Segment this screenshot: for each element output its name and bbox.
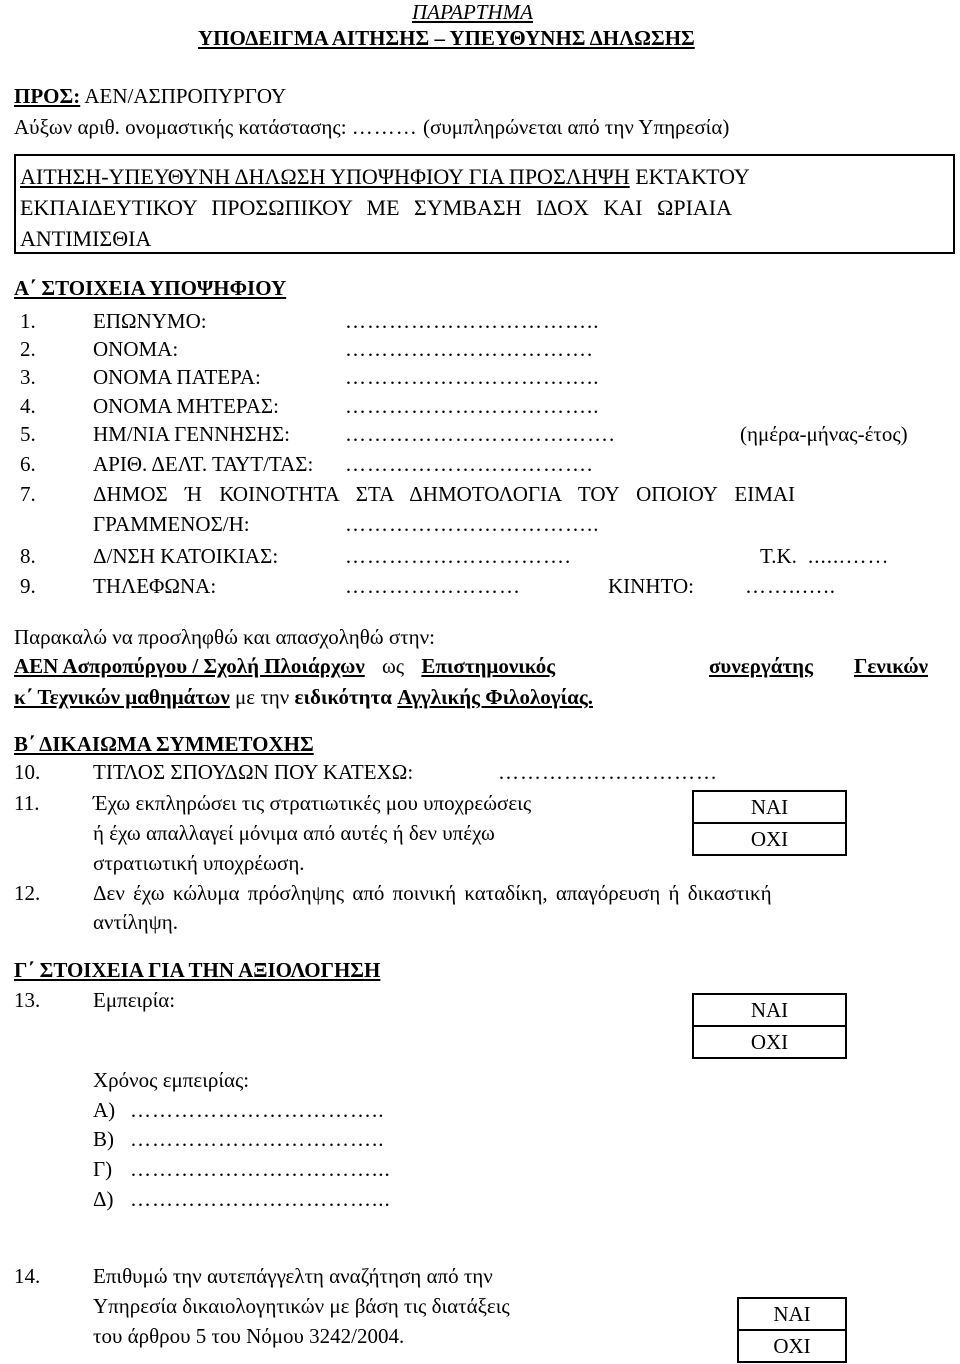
field-municipality-label2: ΓΡΑΜΜΕΝΟΣ/Η:	[93, 512, 250, 536]
field-number: 1.	[20, 309, 36, 333]
field-name-label: ΟΝΟΜΑ:	[93, 337, 179, 361]
experience-choice-box	[692, 993, 847, 1059]
recipient-value: ΑΕΝ/ΑΣΠΡΟΠΥΡΓΟΥ	[84, 84, 287, 108]
municipality-input[interactable]: ……………………………..	[345, 512, 600, 536]
item-11-line3: στρατιωτική υποχρέωση.	[93, 851, 305, 875]
role-word1: Επιστημονικός	[421, 654, 556, 678]
item-10-number: 10.	[14, 760, 41, 784]
item-11-line2: ή έχω απαλλαγεί μόνιμα από αυτές ή δεν υπέχω	[93, 821, 495, 845]
request-line2	[14, 687, 593, 708]
field-birthdate: 5.	[20, 422, 36, 446]
phone-input[interactable]: ……………………	[345, 574, 521, 598]
birthdate-format-hint: (ημέρα-μήνας-έτος)	[740, 422, 908, 446]
school-name: ΑΕΝ Ασπροπύργου / Σχολή Πλοιάρχων	[14, 654, 365, 678]
serial-number-label: Αύξων αριθ. ονομαστικής κατάστασης:	[14, 115, 347, 139]
birthdate-input[interactable]: ……………………………….	[345, 422, 616, 446]
field-phones: 9.	[20, 574, 36, 598]
degree-title-input[interactable]: …………………………	[498, 760, 718, 784]
item-14-line2: Υπηρεσία δικαιολογητικών με βάση τις διατάξεις	[93, 1294, 510, 1318]
field-birthdate-label: ΗΜ/ΝΙΑ ΓΕΝΝΗΣΗΣ:	[93, 422, 290, 446]
serial-number-note: (συμπληρώνεται από την Υπηρεσία)	[423, 115, 730, 139]
application-title-underlined: ΑΙΤΗΣΗ-ΥΠΕΥΘΥΝΗ ΔΗΛΩΣΗ ΥΠΟΨΗΦΙΟΥ ΓΙΑ ΠΡΟΣΛΗΨΗ	[20, 164, 630, 189]
experience-no-option[interactable]: ΟΧΙ	[694, 1025, 845, 1057]
surname-input[interactable]: ……………………………..	[345, 309, 600, 333]
item-10-label: ΤΙΤΛΟΣ ΣΠΟΥΔΩΝ ΠΟΥ ΚΑΤΕΧΩ:	[93, 760, 414, 784]
field-address-label: Δ/ΝΣΗ ΚΑΤΟΙΚΙΑΣ:	[93, 544, 279, 568]
auto-search-choice-box	[737, 1297, 847, 1363]
serial-number-field[interactable]: ………	[351, 115, 418, 139]
serial-number-line	[14, 117, 729, 138]
field-surname-label: ΕΠΩΝΥΜΟ:	[93, 309, 207, 333]
field-id-card-label: ΑΡΙΘ. ΔΕΛΤ. ΤΑΥΤ/ΤΑΣ:	[93, 452, 314, 476]
experience-b-input[interactable]: ……………………………..	[130, 1127, 385, 1151]
recipient-line	[14, 86, 286, 107]
specialty-value: Αγγλικής Φιλολογίας.	[397, 685, 593, 709]
postal-code-label: Τ.Κ.	[760, 544, 797, 568]
field-name: 2.	[20, 337, 36, 361]
field-surname	[20, 311, 36, 332]
role-word2: συνεργάτης	[709, 654, 813, 678]
item-12-number: 12.	[14, 881, 41, 905]
request-intro: Παρακαλώ να προσληφθώ και απασχοληθώ στην:	[14, 625, 435, 649]
address-input[interactable]: ………………………….	[345, 544, 572, 568]
military-no-option[interactable]: ΟΧΙ	[694, 822, 845, 854]
field-address: 8.	[20, 544, 36, 568]
field-mother-name: 4.	[20, 394, 36, 418]
annex-label: ΠΑΡΑΡΤΗΜΑ	[412, 0, 533, 24]
specialty-label: ειδικότητα	[294, 685, 392, 709]
mobile-input[interactable]: ……..…..	[745, 574, 836, 598]
item-11-line1: Έχω εκπληρώσει τις στρατιωτικές μου υποχρεώσεις	[93, 791, 532, 815]
postal-code-input[interactable]: ......……	[808, 544, 890, 568]
section-a-heading: Α΄ ΣΤΟΙΧΕΙΑ ΥΠΟΨΗΦΙΟΥ	[14, 276, 287, 300]
item-13-number: 13.	[14, 988, 41, 1012]
item-11-number: 11.	[14, 791, 40, 815]
auto-search-no-option[interactable]: ΟΧΙ	[739, 1329, 845, 1361]
field-phones-label: ΤΗΛΕΦΩΝΑ:	[93, 574, 217, 598]
field-father-name-label: ΟΝΟΜΑ ΠΑΤΕΡΑ:	[93, 365, 261, 389]
field-id-card: 6.	[20, 452, 36, 476]
document-title: ΥΠΟΔΕΙΓΜΑ ΑΙΤΗΣΗΣ – ΥΠΕΥΘΥΝΗΣ ΔΗΛΩΣΗΣ	[198, 26, 695, 50]
father-name-input[interactable]: ……………………………..	[345, 365, 600, 389]
item-13-label: Εμπειρία:	[93, 988, 176, 1012]
experience-c-input[interactable]: ……………………………...	[130, 1157, 391, 1181]
item-14-line1: Επιθυμώ την αυτεπάγγελτη αναζήτηση από την	[93, 1264, 493, 1288]
role-word4: κ΄ Τεχνικών μαθημάτων	[14, 685, 230, 709]
name-input[interactable]: …………………………….	[345, 337, 594, 361]
item-14-number: 14.	[14, 1264, 41, 1288]
experience-years-label: Χρόνος εμπειρίας:	[93, 1068, 250, 1092]
item-14-line3: του άρθρου 5 του Νόμου 3242/2004.	[93, 1324, 405, 1348]
military-choice-box	[692, 790, 847, 856]
mother-name-input[interactable]: ……………………………..	[345, 394, 600, 418]
military-yes-option[interactable]: ΝΑΙ	[750, 794, 789, 819]
application-title-line3: ΑΝΤΙΜΙΣΘΙΑ	[20, 226, 152, 251]
field-mother-name-label: ΟΝΟΜΑ ΜΗΤΕΡΑΣ:	[93, 394, 279, 418]
field-municipality-label: ΔΗΜΟΣ Ή ΚΟΙΝΟΤΗΤΑ ΣΤΑ ΔΗΜΟΤΟΛΟΓΙΑ ΤΟΥ ΟΠΟΙΟΥ ΕΙΜΑΙ	[93, 482, 796, 506]
auto-search-yes-option[interactable]: ΝΑΙ	[773, 1301, 811, 1326]
experience-a-input[interactable]: ……………………………..	[130, 1098, 385, 1122]
experience-d-input[interactable]: ……………………………...	[130, 1187, 391, 1211]
application-title-line2: ΕΚΠΑΙΔΕΥΤΙΚΟΥ ΠΡΟΣΩΠΙΚΟΥ ΜΕ ΣΥΜΒΑΣΗ ΙΔΟΧ ΚΑΙ ΩΡΙΑΙΑ	[20, 195, 732, 220]
role-word3: Γενικών	[854, 654, 929, 678]
field-father-name: 3.	[20, 365, 36, 389]
application-title-rest: ΕΚΤΑΚΤΟΥ	[635, 164, 750, 189]
item-12-line1: Δεν έχω κώλυμα πρόσληψης από ποινική καταδίκη, απαγόρευση ή δικαστική	[93, 881, 772, 905]
section-c-heading: Γ΄ ΣΤΟΙΧΕΙΑ ΓΙΑ ΤΗΝ ΑΞΙΟΛΟΓΗΣΗ	[14, 958, 381, 982]
request-line1	[14, 656, 944, 677]
mobile-label: ΚΙΝΗΤΟ:	[608, 574, 694, 598]
experience-yes-option[interactable]: ΝΑΙ	[750, 997, 789, 1022]
id-card-input[interactable]: …………………………….	[345, 452, 594, 476]
experience-d-label: Δ)	[93, 1187, 114, 1211]
experience-b-label: Β)	[93, 1127, 114, 1151]
experience-c-label: Γ)	[93, 1157, 113, 1181]
application-title-line1	[20, 166, 750, 188]
item-12-line2: αντίληψη.	[93, 910, 178, 934]
request-as: ως	[381, 654, 405, 678]
experience-a-label: Α)	[93, 1098, 116, 1122]
request-with: με την	[235, 685, 290, 709]
field-municipality: 7.	[20, 482, 36, 506]
section-b-heading: Β΄ ΔΙΚΑΙΩΜΑ ΣΥΜΜΕΤΟΧΗΣ	[14, 732, 314, 756]
recipient-label: ΠΡΟΣ:	[14, 84, 81, 108]
